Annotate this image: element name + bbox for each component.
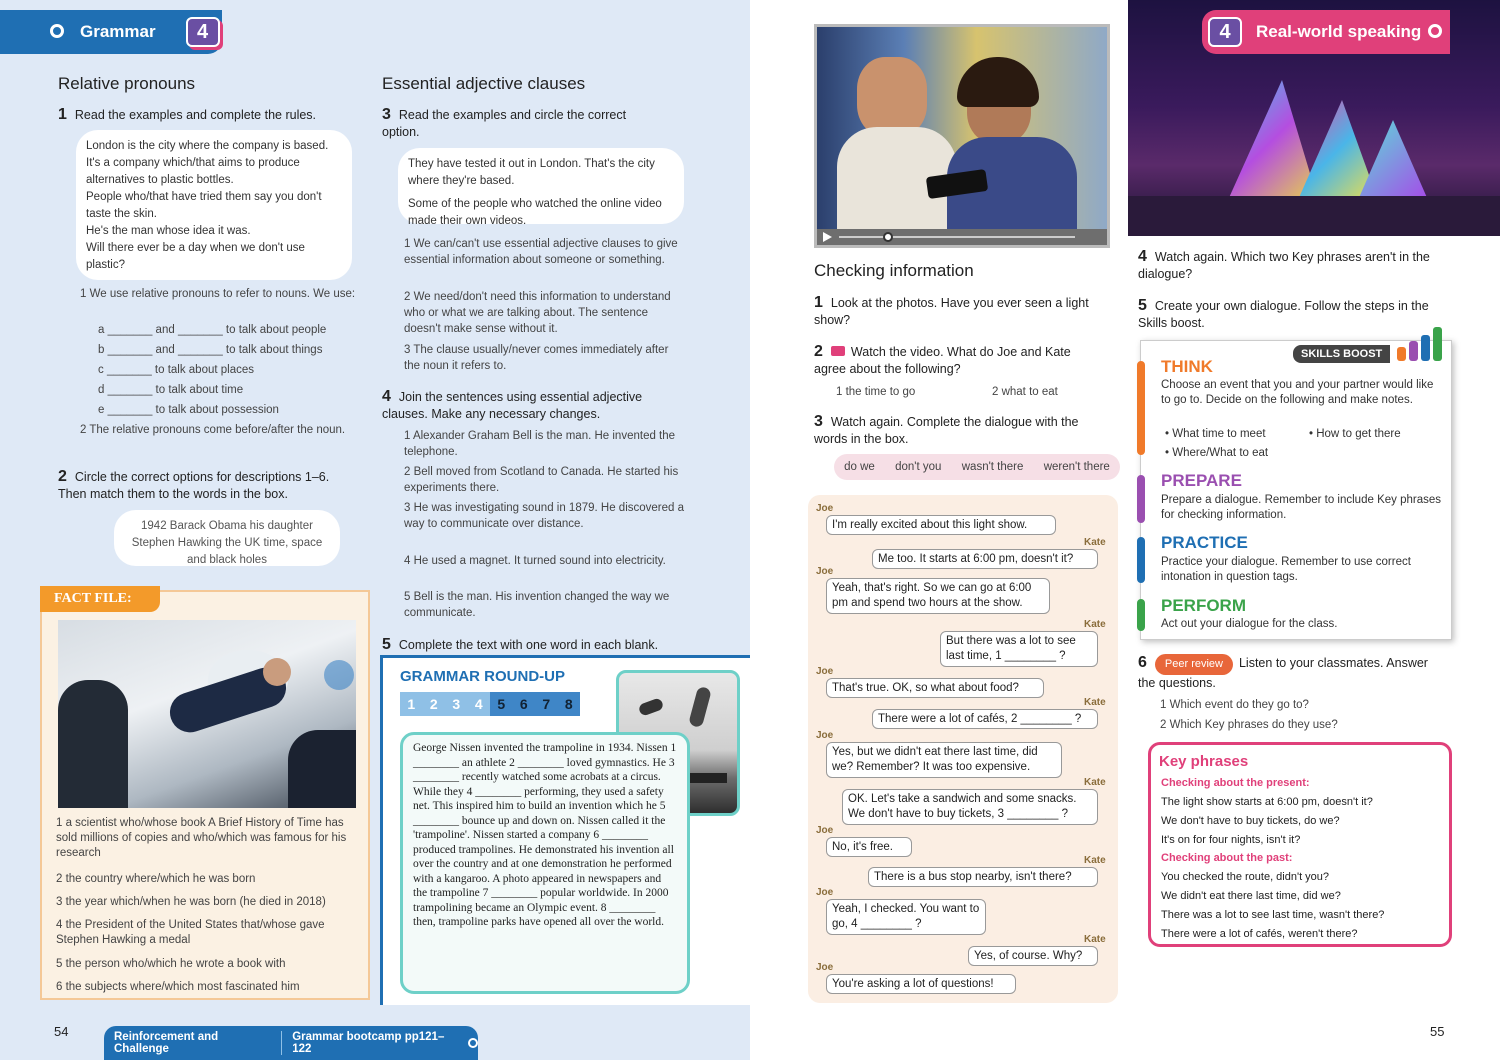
examples-cloud: [76, 130, 352, 280]
fact-file-header: FACT FILE:: [40, 586, 160, 612]
peer-review-pill: Peer review: [1155, 654, 1233, 675]
essential-example: Some of the people who watched the online video made their own videos.: [408, 198, 662, 227]
ex4-item: 1 Alexander Graham Bell is the man. He invented the telephone.: [404, 430, 676, 458]
video-player[interactable]: [814, 24, 1110, 248]
ex5-instruction: 5 Complete the text with one word in each blank.: [382, 636, 659, 653]
key-phrase: There was a lot to see last time, wasn't there?: [1161, 909, 1385, 921]
word-option: do we: [844, 461, 875, 473]
unit-number-badge: 4: [186, 17, 220, 47]
key-phrase: It's on for four nights, isn't it?: [1161, 834, 1301, 846]
word-option: wasn't there: [961, 461, 1024, 473]
speaker-joe-label: Joe: [816, 887, 834, 898]
perform-heading: PERFORM: [1161, 596, 1246, 615]
dialogue-word-box: [834, 454, 1120, 480]
prepare-text: Prepare a dialogue. Remember to include Key phrases for checking information.: [1161, 494, 1441, 521]
ex4-item: 2 Bell moved from Scotland to Canada. He started his experiments there.: [404, 466, 679, 494]
roundup-number: 1: [400, 692, 423, 716]
rule-item: e _______ to talk about possession: [98, 404, 279, 416]
fact-item: 6 the subjects where/which most fascinated him: [56, 981, 300, 993]
speaker-joe-label: Joe: [816, 962, 834, 973]
tab-bullet-icon: [1428, 24, 1442, 38]
kate-speech-bubble: Yes, of course. Why?: [968, 946, 1098, 966]
prepare-heading: PREPARE: [1161, 471, 1242, 490]
speaker-kate-label: Kate: [1084, 619, 1106, 630]
think-bar: [1137, 361, 1145, 455]
roundup-number: 4: [468, 692, 491, 716]
skills-boost-badge: SKILLS BOOST: [1293, 345, 1390, 363]
think-bullet: • Where/What to eat: [1165, 447, 1269, 459]
rule-item: c _______ to talk about places: [98, 364, 255, 376]
checking-information-title: Checking information: [814, 261, 974, 280]
practice-bar: [1137, 537, 1145, 583]
speaking-tab: [1202, 10, 1450, 54]
speaking-ex2: 2 Watch the video. What do Joe and Kate agree about the following?: [814, 343, 1071, 376]
rule-1: 1 We use relative pronouns to refer to nouns. We use:: [80, 288, 356, 300]
progress-handle[interactable]: [883, 232, 893, 242]
ex6-question: 2 Which Key phrases do they use?: [1160, 719, 1338, 731]
bar-chart-icon: [1397, 325, 1447, 361]
think-bullet: • What time to meet: [1165, 428, 1266, 440]
essential-rule: 3 The clause usually/never comes immediately after the noun it refers to.: [404, 344, 669, 372]
video-icon: [831, 346, 845, 356]
rule-item: b _______ and _______ to talk about things: [98, 344, 323, 356]
ex2-option: 2 what to eat: [992, 386, 1058, 398]
link-bullet-icon: [468, 1038, 478, 1048]
speaker-kate-label: Kate: [1084, 697, 1106, 708]
joe-speech-bubble: Yes, but we didn't eat there last time, did we? Remember? It was too expensive.: [826, 742, 1062, 778]
right-page: [750, 0, 1500, 1060]
example-line: People who/that have tried them say you don't taste the skin.: [86, 191, 322, 220]
fact-item: 3 the year which/when he was born (he died in 2018): [56, 896, 326, 908]
fact-item: 2 the country where/which he was born: [56, 873, 256, 885]
fact-item: 4 the President of the United States that/whose gave Stephen Hawking a medal: [56, 919, 325, 946]
think-text: Choose an event that you and your partner would like to go to. Decide on the following and make notes.: [1161, 379, 1434, 406]
joe-speech-bubble: Yeah, I checked. You want to go, 4 ________ ?: [826, 899, 986, 935]
think-bullet: • How to get there: [1309, 428, 1401, 440]
relative-pronouns-title: Relative pronouns: [58, 74, 196, 93]
essential-clauses-title: Essential adjective clauses: [382, 74, 586, 93]
rule-item: d _______ to talk about time: [98, 384, 244, 396]
page-number-right: 55: [1430, 1024, 1445, 1039]
kate-speech-bubble: But there was a lot to see last time, 1 ________ ?: [940, 631, 1098, 667]
speaking-ex5: 5 Create your own dialogue. Follow the steps in the Skills boost.: [1138, 297, 1429, 330]
essential-example: They have tested it out in London. That's the city where they're based.: [408, 158, 655, 187]
kate-speech-bubble: There were a lot of cafés, 2 ________ ?: [872, 709, 1098, 729]
ex2-instruction: 2 Circle the correct options for descriptions 1–6. Then match them to the words in the box.: [58, 468, 330, 501]
rule-2: 2 The relative pronouns come before/after the noun.: [80, 424, 346, 436]
speaking-ex4: 4 Watch again. Which two Key phrases aren't in the dialogue?: [1138, 248, 1430, 281]
joe-speech-bubble: That's true. OK, so what about food?: [826, 678, 1044, 698]
speaker-joe-label: Joe: [816, 825, 834, 836]
ex1-instruction: 1 Read the examples and complete the rules.: [58, 106, 317, 123]
perform-text: Act out your dialogue for the class.: [1161, 618, 1338, 630]
perform-bar: [1137, 599, 1145, 631]
roundup-number: 3: [445, 692, 468, 716]
rule-item: a _______ and _______ to talk about people: [98, 324, 327, 336]
roundup-number-strip: [400, 692, 580, 716]
essential-rule: 1 We can/can't use essential adjective clauses to give essential information about someone or something.: [404, 238, 678, 266]
speaking-ex3: 3 Watch again. Complete the dialogue with the words in the box.: [814, 413, 1079, 446]
key-phrases-box: [1148, 742, 1452, 947]
reinforcement-challenge-link[interactable]: Reinforcement and Challenge: [104, 1031, 282, 1055]
essential-examples-cloud: [398, 148, 684, 227]
speaker-kate-label: Kate: [1084, 537, 1106, 548]
speaking-ex1: 1 Look at the photos. Have you ever seen a light show?: [814, 294, 1089, 327]
example-line: Will there ever be a day when we don't use plastic?: [86, 242, 305, 271]
joe-speech-bubble: I'm really excited about this light show.: [826, 515, 1056, 535]
video-controls: [817, 229, 1107, 245]
page-number-left: 54: [54, 1024, 69, 1039]
practice-heading: PRACTICE: [1161, 533, 1248, 552]
kate-speech-bubble: OK. Let's take a sandwich and some snacks. We don't have to buy tickets, 3 ________ ?: [842, 789, 1098, 825]
ex4-instruction: 4 Join the sentences using essential adjective clauses. Make any necessary changes.: [382, 388, 643, 421]
joe-speech-bubble: No, it's free.: [826, 837, 912, 857]
hawking-zero-gravity-photo: [58, 620, 356, 808]
grammar-tab-label: Grammar: [80, 22, 156, 41]
speaker-kate-label: Kate: [1084, 777, 1106, 788]
ex4-item: 3 He was investigating sound in 1879. He discovered a way to communicate over distance.: [404, 502, 685, 530]
example-line: It's a company which/that aims to produce alternatives to plastic bottles.: [86, 157, 300, 186]
key-phrases-title: Key phrases: [1159, 753, 1249, 770]
speaker-joe-label: Joe: [816, 566, 834, 577]
word-option: weren't there: [1043, 461, 1110, 473]
key-phrase: There were a lot of cafés, weren't there?: [1161, 928, 1358, 940]
prepare-bar: [1137, 475, 1145, 523]
roundup-number: 7: [535, 692, 558, 716]
speaker-joe-label: Joe: [816, 503, 834, 514]
think-heading: THINK: [1161, 357, 1213, 376]
play-icon[interactable]: [823, 232, 832, 242]
key-phrase: The light show starts at 6:00 pm, doesn't it?: [1161, 796, 1373, 808]
roundup-number: 6: [513, 692, 536, 716]
tab-bullet-icon: [50, 24, 64, 38]
video-frame-photo: [817, 27, 1107, 229]
word-option: don't you: [895, 461, 942, 473]
ex2-option: 1 the time to go: [836, 386, 916, 398]
speaking-tab-label: Real-world speaking: [1256, 22, 1422, 41]
unit-number-badge: 4: [1208, 17, 1242, 47]
ex6-question: 1 Which event do they go to?: [1160, 699, 1309, 711]
roundup-number: 2: [423, 692, 446, 716]
ex4-item: 5 Bell is the man. His invention changed the way we communicate.: [404, 591, 670, 619]
grammar-bootcamp-link[interactable]: Grammar bootcamp pp121–122: [292, 1031, 445, 1055]
key-phrase: We don't have to buy tickets, do we?: [1161, 815, 1340, 827]
joe-speech-bubble: You're asking a lot of questions!: [826, 974, 1016, 994]
key-phrase: We didn't eat there last time, did we?: [1161, 890, 1341, 902]
key-phrase: You checked the route, didn't you?: [1161, 871, 1330, 883]
speaker-kate-label: Kate: [1084, 934, 1106, 945]
kate-speech-bubble: Me too. It starts at 6:00 pm, doesn't it?: [872, 549, 1098, 569]
speaker-joe-label: Joe: [816, 730, 834, 741]
ex4-item: 4 He used a magnet. It turned sound into electricity.: [404, 555, 666, 567]
word-box: 1942 Barack Obama his daughter Stephen Hawking the UK time, space and black holes: [114, 510, 340, 566]
speaker-kate-label: Kate: [1084, 855, 1106, 866]
roundup-text: George Nissen invented the trampoline in 1934. Nissen 1 ________ an athlete 2 ________ loved gymnastics. He 3 ________ recently watched some acrobats at a circus. While they 4 ________ performing, they used a safety net. This inspired him to build an invention which he 5 ________ bounce up and down on. Nissen called it the 'trampoline'. Nissen started a company 6 ________ produced trampolines. He demonstrated his invention all over the country and at one demonstration he performed with a kangaroo. A photo appeared in newspapers and the trampoline 7 ________ popular worldwide. In 2000 trampolining became an Olympic event. 8 ________ then, trampoline parks have opened all over the world.: [400, 732, 690, 994]
speaking-ex6: 6 Peer review Listen to your classmates. Answer the questions.: [1138, 654, 1428, 690]
roundup-number: 8: [558, 692, 581, 716]
key-phrases-subhead: Checking about the past:: [1161, 852, 1293, 864]
progress-track[interactable]: [839, 236, 1075, 238]
ex3-instruction: 3 Read the examples and circle the correct option.: [382, 106, 627, 139]
fact-item: 1 a scientist who/whose book A Brief History of Time has sold millions of copies and who/which was famous for his research: [56, 817, 347, 859]
roundup-number: 5: [490, 692, 513, 716]
grammar-tab: [0, 10, 222, 54]
speaker-joe-label: Joe: [816, 666, 834, 677]
footer-links-bar: [104, 1026, 478, 1060]
joe-speech-bubble: Yeah, that's right. So we can go at 6:00 pm and spend two hours at the show.: [826, 578, 1050, 614]
key-phrases-subhead: Checking about the present:: [1161, 777, 1310, 789]
skills-boost-panel: [1140, 340, 1452, 640]
example-line: He's the man whose idea it was.: [86, 225, 251, 237]
example-line: London is the city where the company is based.: [86, 140, 329, 152]
fact-item: 5 the person who/which he wrote a book with: [56, 958, 286, 970]
kate-speech-bubble: There is a bus stop nearby, isn't there?: [868, 867, 1098, 887]
practice-text: Practice your dialogue. Remember to use correct intonation in question tags.: [1161, 556, 1411, 583]
essential-rule: 2 We need/don't need this information to understand who or what we are talking about. The sentence doesn't make sense without it.: [404, 291, 671, 335]
roundup-title: GRAMMAR ROUND-UP: [400, 668, 565, 685]
